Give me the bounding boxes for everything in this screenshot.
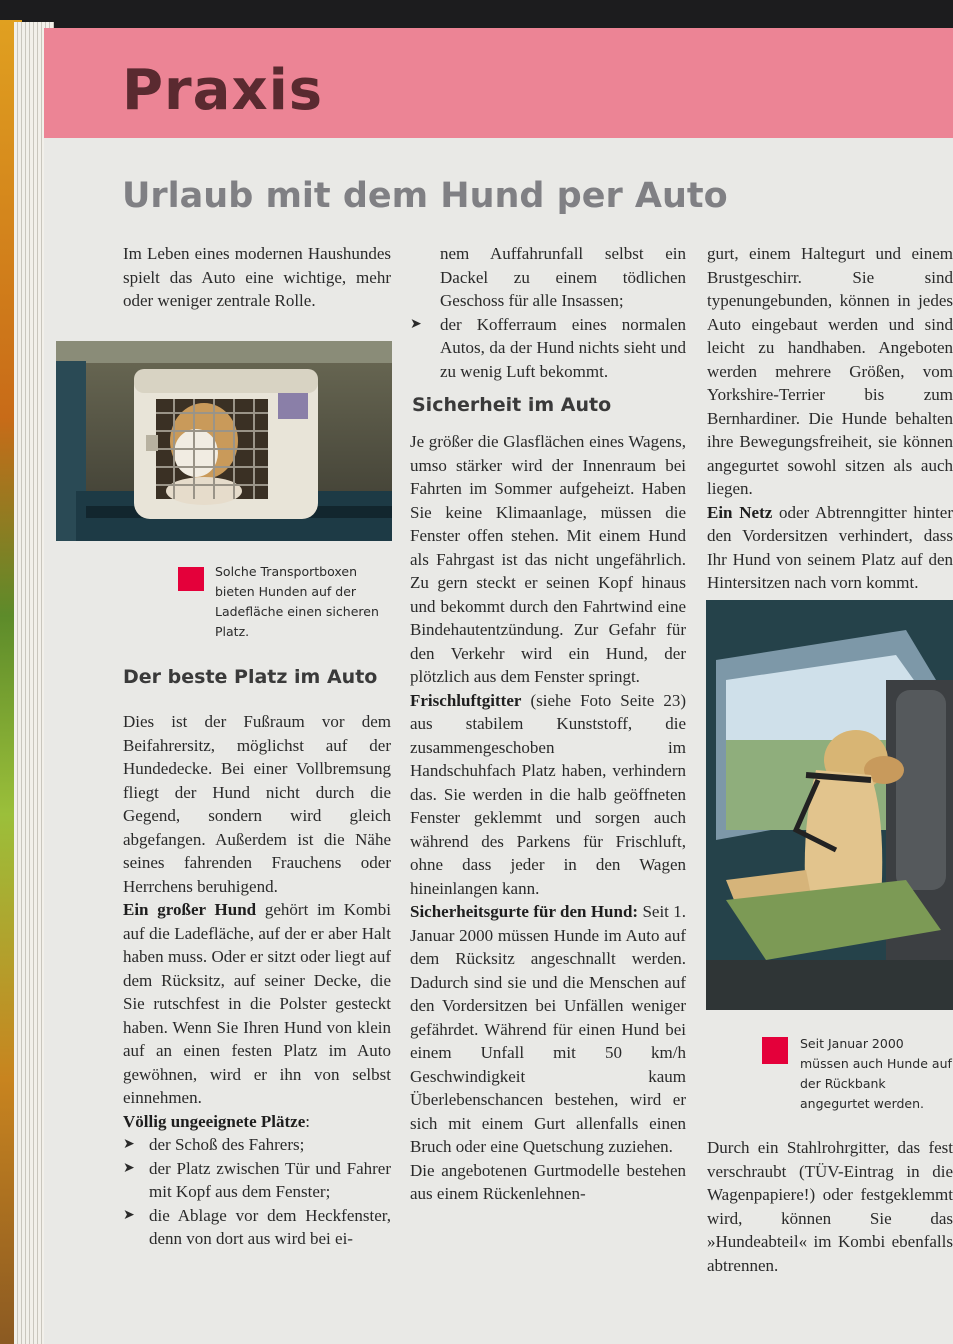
column-2-body <box>410 430 686 1206</box>
transport-box-illustration <box>56 341 392 541</box>
belt-models-paragraph: Die angebotenen Gurtmodelle bestehen aus einem Rückenlehnen- <box>410 1160 686 1203</box>
large-dog-bold: Ein großer Hund <box>123 900 257 919</box>
fresh-air-text: (siehe Foto Seite 23) aus stabilem Kunststoff, die zusammengeschoben im Handschuhfach Platz haben, verhindern das. Sie werden in die halb geöffneten Fenster geklemmt und sorgen auch während des Parkens für Frischluft, ohne dass jeder in den Wagen hineinlangen kann. <box>410 690 686 898</box>
bullet-item: ➤ der Kofferraum eines normalen Autos, da der Hund nichts sieht und zu wenig Luft bekommt. <box>410 313 686 384</box>
net-text: oder Abtrenngitter hinter den Vordersitzen verhindert, dass Ihr Hund von seinem Platz auf den Hintersitzen nach vorn kommt. <box>707 502 953 592</box>
column-2-top <box>410 242 686 383</box>
photo-transport-box <box>56 341 392 541</box>
caption-marker <box>762 1037 788 1064</box>
unsuitable-colon: : <box>305 1111 310 1131</box>
bullet-item: ➤ der Schoß des Fahrers; <box>123 1133 391 1157</box>
net-paragraph <box>707 501 953 595</box>
large-dog-text: gehört im Kombi auf die Ladefläche, auf der er aber Halt haben muss. Oder er sitzt oder liegt auf dem Rücksitz, auf seiner Decke, die Sie rutschfest in die Polster gesteckt haben. Wenn Sie Ihren Hund von klein auf an einen festen Platz im Auto gewöhnen, wird er ihn von selbst einnehmen. <box>123 900 391 1107</box>
caption-marker <box>178 567 204 591</box>
safety-paragraph: Je größer die Glasflächen eines Wagens, umso stärker wird der Innenraum bei Fahrten im Sommer aufgeheizt. Haben Sie keine Klimaanlage, müssen die Fenster offen stehen. Mit einem Hund als Fahrgast ist das nicht ungefährlich. Zu gern steckt er seinen Kopf hinaus und bekommt durch den Fahrtwind eine Bindehautentzündung. Zur Gefahr für den Verkehr wird ein Hund, der plötzlich aus dem Fenster springt. <box>410 432 686 686</box>
unsuitable-bold: Völlig ungeeignete Plätze <box>123 1111 306 1131</box>
photo1-caption: Solche Transportboxen bieten Hunden auf der Ladefläche einen sicheren Platz. <box>215 564 379 639</box>
steel-grid-paragraph: Durch ein Stahlrohrgitter, das fest verschraubt (TÜV-Eintrag in die Wagenpapiere!) oder festgeklemmt wird, können Sie das »Hundeabteil« im Kombi ebenfalls abtrennen. <box>707 1138 953 1275</box>
seatbelt-bold: Sicherheitsgurte für den Hund: <box>410 902 639 921</box>
large-dog-paragraph <box>123 898 391 1110</box>
intro-text: Im Leben eines modernen Haushundes spielt das Auto eine wichtige, mehr oder weniger zentrale Rolle. <box>123 244 391 310</box>
section-kicker: Praxis <box>122 58 324 123</box>
bullet-item: ➤ die Ablage vor dem Heckfenster, denn von dort aus wird bei ei- <box>123 1204 391 1251</box>
article-title: Urlaub mit dem Hund per Auto <box>122 176 728 216</box>
column-3-body <box>707 242 953 595</box>
column-1-body <box>123 710 391 1251</box>
intro-paragraph <box>123 242 391 313</box>
magazine-page <box>44 28 953 1344</box>
photo-dog-backseat <box>706 600 953 1010</box>
best-place-paragraph: Dies ist der Fußraum vor dem Beifahrersitz, möglichst auf der Hundedecke. Bei einer Vollbremsung fliegt der Hund nicht durch die Gegend, sondern wird gleich abgefangen. Außerdem ist die Nähe seines fahrenden Frauchens oder Herrchens beruhigend. <box>123 712 391 896</box>
dog-backseat-illustration <box>706 600 953 1010</box>
section-heading-best-place: Der beste Platz im Auto <box>123 666 378 688</box>
photo2-caption: Seit Januar 2000 müssen auch Hunde auf der Rückbank angegurtet werden. <box>800 1036 952 1111</box>
continued-text: nem Auffahrunfall selbst ein Dackel zu einem tödlichen Geschoss für alle Insassen; <box>440 244 686 310</box>
section-heading-safety: Sicherheit im Auto <box>412 394 612 416</box>
fresh-air-paragraph <box>410 689 686 901</box>
column-3-bottom <box>707 1136 953 1277</box>
seatbelt-text: Seit 1. Januar 2000 müssen Hunde im Auto auf dem Rücksitz angeschnallt werden. Dadurch sind sie und die Menschen auf den Vordersitzen bei Unfällen weniger gefährdet. Während für einen Hund bei einem Unfall mit 50 km/h Geschwindigkeit kaum Überlebenschancen bestehen, wird er sich mit einem Gurt allenfalls einen Bruch oder eine Quetschung zuziehen. <box>410 902 686 1156</box>
net-bold: Ein Netz <box>707 502 773 522</box>
fresh-air-bold: Frischluftgitter <box>410 690 522 710</box>
seatbelt-paragraph <box>410 900 686 1159</box>
bullet-item: ➤ der Platz zwischen Tür und Fahrer mit Kopf aus dem Fenster; <box>123 1157 391 1204</box>
belt-description-paragraph: gurt, einem Haltegurt und einem Brustgeschirr. Sie sind typenungebunden, können in jedes Auto eingebaut werden und sind leicht zu handhaben. Angeboten werden mehrere Größen, vom Yorkshire-Terrier bis zum Bernhardiner. Die Hunde behalten ihre Bewegungsfreiheit, sie können angegurtet sowohl sitzen als auch liegen. <box>707 244 953 498</box>
unsuitable-places-heading <box>123 1110 391 1134</box>
